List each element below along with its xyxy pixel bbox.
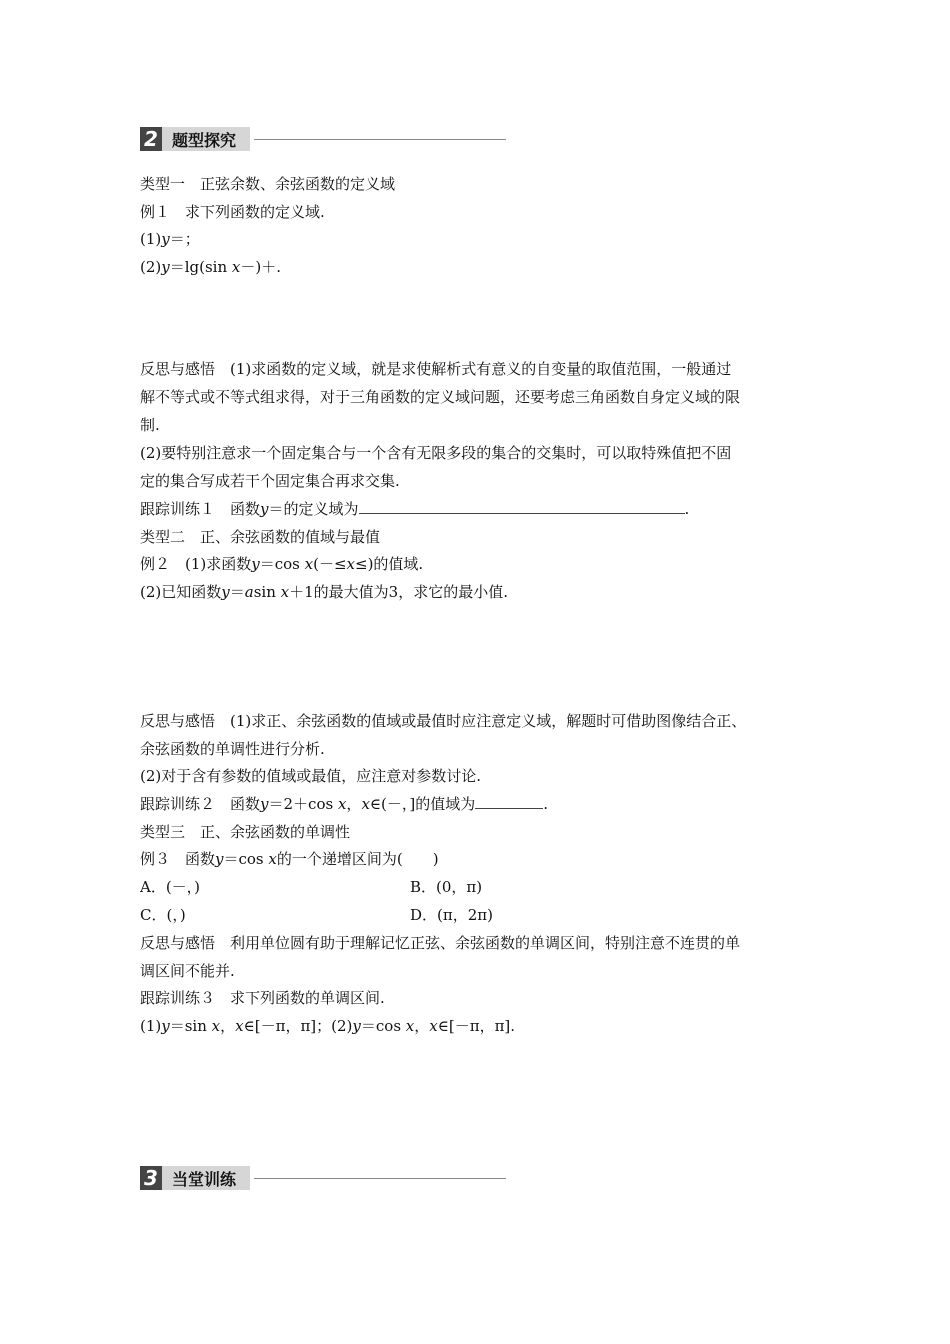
option-c: C．(，) bbox=[140, 906, 186, 924]
reflection-1-line-2: 解不等式或不等式组求得，对于三角函数的定义域问题，还要考虑三角函数自身定义域的限 bbox=[140, 388, 741, 406]
text: ＝2＋cos bbox=[268, 795, 338, 813]
reflection-2-line-3: (2)对于含有参数的值域或最值，应注意对参数讨论. bbox=[140, 767, 482, 785]
practice-1 bbox=[140, 499, 689, 519]
text: sin bbox=[253, 583, 281, 601]
practice-3-parts bbox=[140, 1016, 515, 1036]
var-y: y bbox=[221, 583, 230, 601]
reflection-2-line-1: 反思与感悟 (1)求正、余弦函数的值域或最值时应注意定义域，解题时可借助图像结合正、 bbox=[140, 712, 747, 730]
example-2-part-1 bbox=[140, 554, 423, 574]
text: (－≤ bbox=[313, 555, 347, 573]
text: . bbox=[684, 500, 690, 518]
var-y: y bbox=[161, 230, 170, 248]
section-title: 当堂训练 bbox=[162, 1166, 250, 1190]
section-number: 3 bbox=[140, 1166, 162, 1190]
reflection-2-line-2: 余弦函数的单调性进行分析. bbox=[140, 740, 325, 758]
type-heading-1: 类型一 正弦余数、余弦函数的定义域 bbox=[140, 175, 396, 193]
example-2-part-2 bbox=[140, 582, 508, 602]
var-x: x bbox=[429, 1017, 438, 1035]
text: 跟踪训练２ 函数 bbox=[140, 795, 261, 813]
answer-blank bbox=[359, 499, 685, 514]
type-heading-3: 类型三 正、余弦函数的单调性 bbox=[140, 823, 351, 841]
text: ∈[－π，π]. bbox=[437, 1017, 516, 1035]
text: . bbox=[543, 795, 548, 813]
text: ＝sin bbox=[169, 1017, 212, 1035]
text: 例２ (1)求函数 bbox=[140, 555, 252, 573]
reflection-1-line-5: 定的集合写成若干个固定集合再求交集. bbox=[140, 472, 400, 490]
option-a: A．(－，) bbox=[140, 878, 201, 896]
section-rule bbox=[254, 139, 506, 140]
option-d: D．(π，2π) bbox=[410, 906, 493, 924]
type-heading-2: 类型二 正、余弦函数的值域与最值 bbox=[140, 528, 381, 546]
var-y: y bbox=[215, 850, 224, 868]
var-x: x bbox=[361, 795, 370, 813]
var-y: y bbox=[352, 1017, 361, 1035]
text: ＋1的最大值为3，求它的最小值. bbox=[289, 583, 508, 601]
section-rule bbox=[254, 1178, 506, 1179]
var-y: y bbox=[161, 258, 170, 276]
var-y: y bbox=[161, 1017, 170, 1035]
section-number: 2 bbox=[140, 127, 162, 151]
text: (2)已知函数 bbox=[140, 583, 222, 601]
section-title: 题型探究 bbox=[162, 127, 250, 151]
var-x: x bbox=[280, 583, 290, 601]
text: 例３ 函数 bbox=[140, 850, 216, 868]
text: (2) bbox=[140, 258, 162, 276]
text: －)＋. bbox=[240, 258, 282, 276]
option-b: B．(0，π) bbox=[410, 878, 483, 896]
var-x: x bbox=[304, 555, 314, 573]
reflection-3-line-2: 调区间不能并. bbox=[140, 962, 235, 980]
text: ∈[－π，π]；(2) bbox=[243, 1017, 353, 1035]
practice-3-title: 跟踪训练３ 求下列函数的单调区间. bbox=[140, 989, 385, 1007]
text: ， bbox=[414, 1017, 430, 1035]
practice-2 bbox=[140, 794, 548, 814]
text: (1) bbox=[140, 230, 162, 248]
text: ＝cos bbox=[259, 555, 305, 573]
var-y: y bbox=[260, 795, 269, 813]
var-a: a bbox=[244, 583, 254, 601]
section-header-2 bbox=[140, 126, 506, 152]
example-1-title: 例１ 求下列函数的定义域. bbox=[140, 203, 325, 221]
var-x: x bbox=[231, 258, 241, 276]
example-1-part-2 bbox=[140, 257, 281, 277]
reflection-1-line-1: 反思与感悟 (1)求函数的定义域，就是求使解析式有意义的自变量的取值范围，一般通过 bbox=[140, 360, 732, 378]
example-1-part-1 bbox=[140, 229, 200, 249]
reflection-1-line-3: 制. bbox=[140, 416, 160, 434]
text: ＝的定义域为 bbox=[268, 500, 359, 518]
text: 跟踪训练１ 函数 bbox=[140, 500, 261, 518]
text: ＝lg(sin bbox=[169, 258, 232, 276]
text: ， bbox=[346, 795, 362, 813]
text: ＝cos bbox=[223, 850, 269, 868]
text: ＝cos bbox=[360, 1017, 406, 1035]
var-x: x bbox=[337, 795, 347, 813]
section-header-3 bbox=[140, 1165, 506, 1191]
text: ＝ bbox=[229, 583, 245, 601]
var-x: x bbox=[211, 1017, 221, 1035]
text: 的一个递增区间为( ) bbox=[276, 850, 439, 868]
var-x: x bbox=[268, 850, 277, 868]
var-y: y bbox=[260, 500, 269, 518]
reflection-3-line-1: 反思与感悟 利用单位圆有助于理解记忆正弦、余弦函数的单调区间，特别注意不连贯的单 bbox=[140, 934, 741, 952]
reflection-1-line-4: (2)要特别注意求一个固定集合与一个含有无限多段的集合的交集时，可以取特殊值把不固 bbox=[140, 444, 732, 462]
text: (1) bbox=[140, 1017, 162, 1035]
var-x: x bbox=[235, 1017, 244, 1035]
example-3-title bbox=[140, 849, 439, 869]
var-x: x bbox=[346, 555, 355, 573]
answer-blank bbox=[475, 794, 543, 809]
text: ＝； bbox=[169, 230, 200, 248]
text: ， bbox=[220, 1017, 236, 1035]
var-y: y bbox=[251, 555, 260, 573]
text: ≤)的值域. bbox=[355, 555, 424, 573]
text: ∈(－，]的值域为 bbox=[369, 795, 476, 813]
var-x: x bbox=[405, 1017, 415, 1035]
